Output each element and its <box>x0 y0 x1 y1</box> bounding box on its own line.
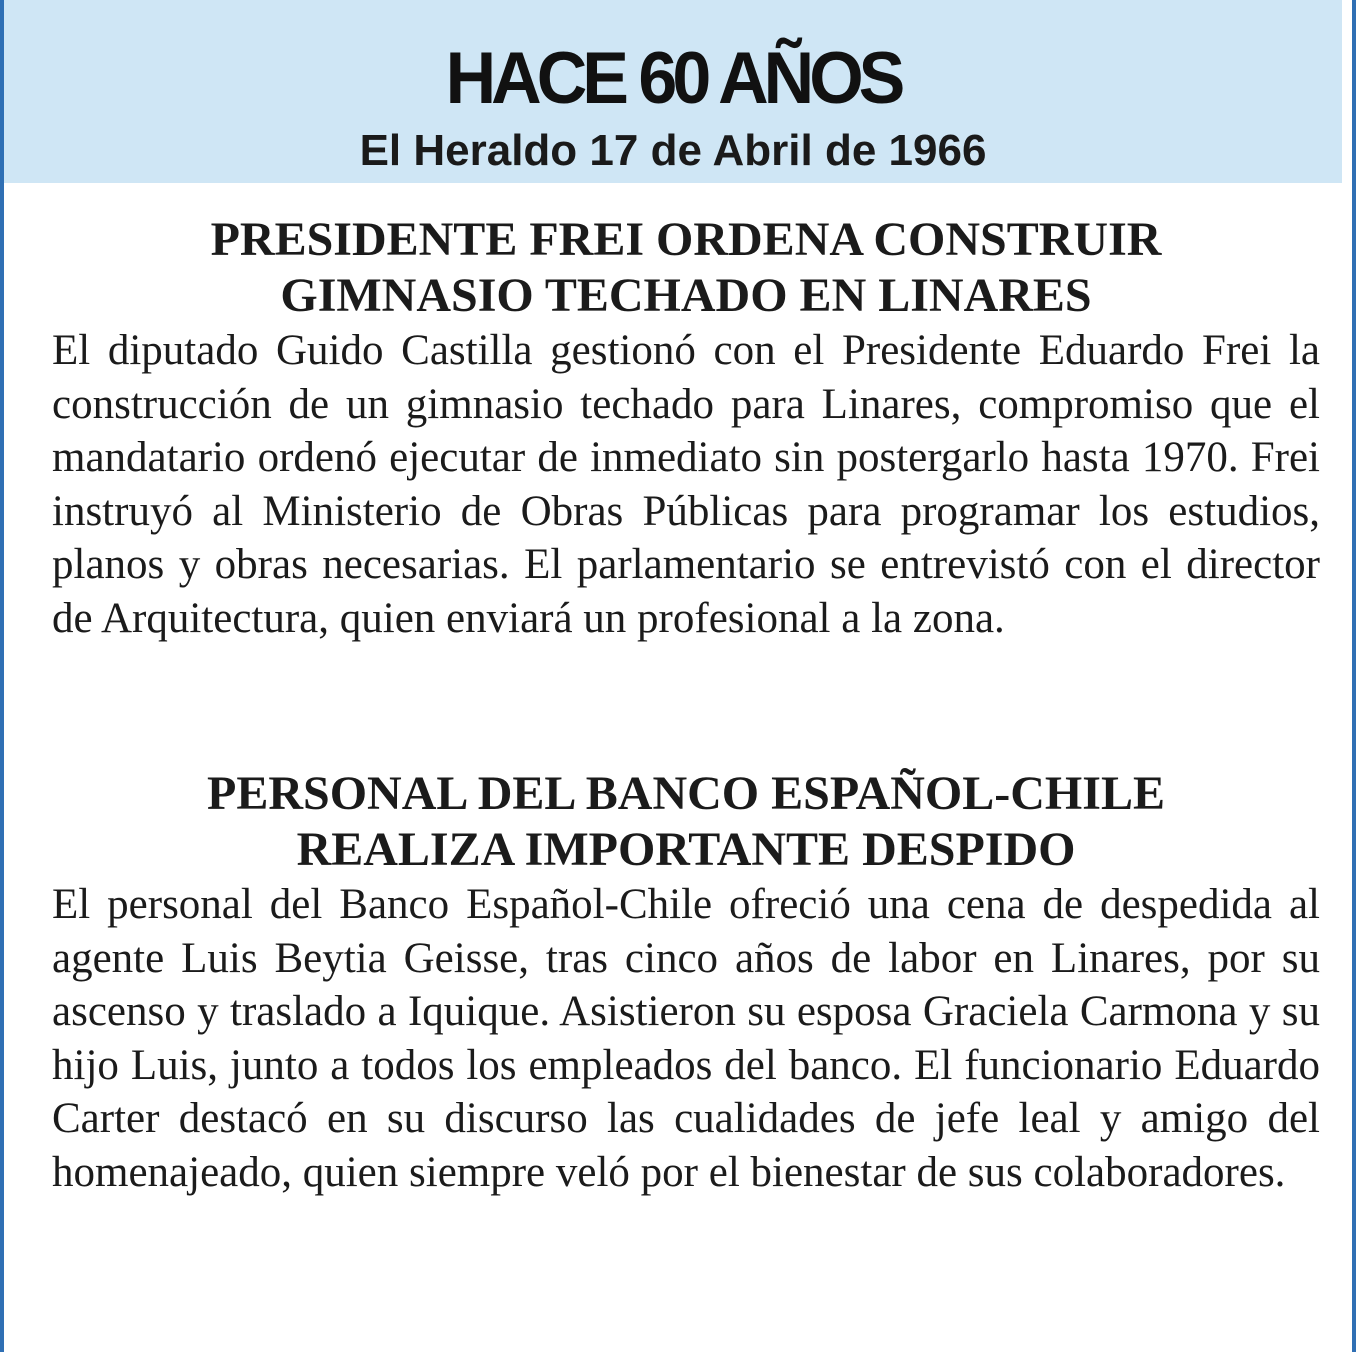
article-body: El diputado Guido Castilla gestionó con el Presidente Eduardo Frei la construcción de un gimnasio techado para Linares, compromiso que el mandatario ordenó ejecutar de inmediato sin postergarlo hasta 1970. Frei instruyó al Ministerio de Obras Públicas para programar los estudios, planos y obras necesarias. El parlamentario se entrevistó con el director de Arquitectura, quien enviará un profesional a la zona. <box>52 327 1320 642</box>
article-headline <box>52 212 1320 324</box>
headline-line: PERSONAL DEL BANCO ESPAÑOL-CHILE <box>207 767 1165 820</box>
article-body: El personal del Banco Español-Chile ofreció una cena de despedida al agente Luis Beytia Geisse, tras cinco años de labor en Linares, por su ascenso y traslado a Iquique. Asistieron su esposa Graciela Carmona y su hijo Luis, junto a todos los empleados del banco. El funcionario Eduardo Carter destacó en su discurso las cualidades de jefe leal y amigo del homenajeado, quien siempre veló por el bienestar de sus colaboradores. <box>52 881 1320 1196</box>
headline-line: REALIZA IMPORTANTE DESPIDO <box>296 823 1076 876</box>
masthead-title: HACE 60 AÑOS <box>445 37 901 119</box>
headline-line: GIMNASIO TECHADO EN LINARES <box>280 269 1092 322</box>
article-headline <box>52 766 1320 878</box>
article-gimnasio <box>52 212 1320 645</box>
article-banco <box>52 766 1320 1199</box>
headline-line: PRESIDENTE FREI ORDENA CONSTRUIR <box>210 213 1162 266</box>
masthead-subtitle: El Heraldo 17 de Abril de 1966 <box>359 126 987 175</box>
masthead <box>4 0 1342 183</box>
